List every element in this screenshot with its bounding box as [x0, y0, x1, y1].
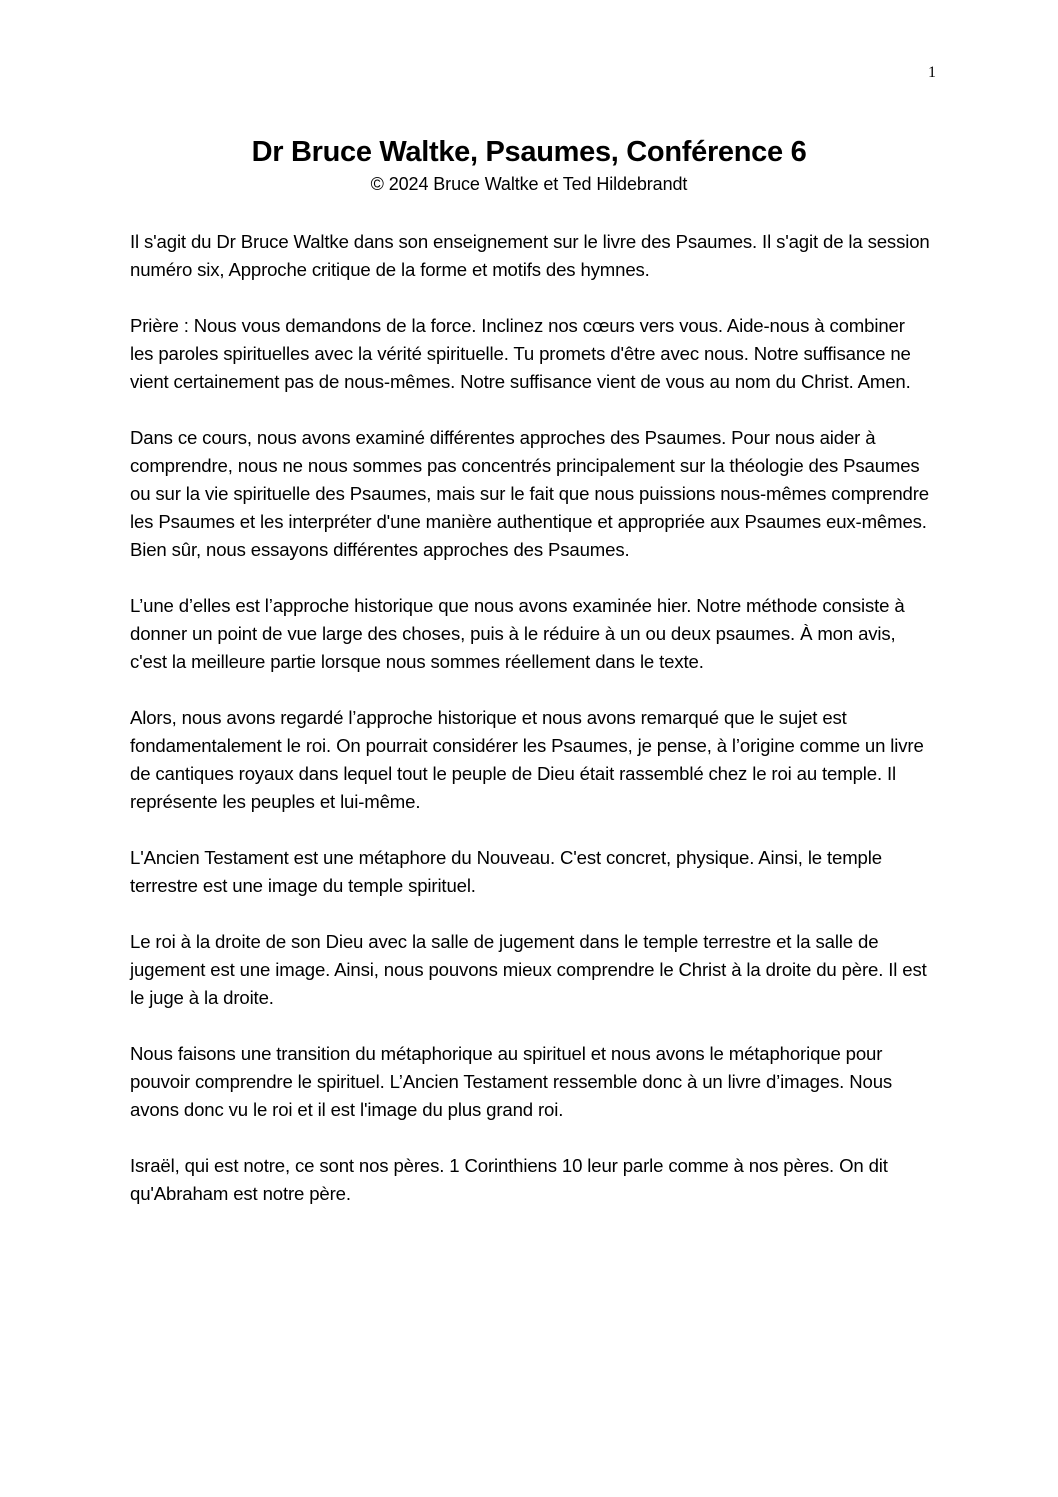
page-number: 1	[928, 64, 936, 81]
document-title: Dr Bruce Waltke, Psaumes, Conférence 6	[251, 136, 807, 168]
paragraph-approaches: Dans ce cours, nous avons examiné différentes approches des Psaumes. Pour nous aider à comprendre, nous ne nous sommes pas concentrés principalement sur la théologie des Psaumes ou sur la vie spirituelle des Psaumes, mais sur le fait que nous puissions nous-mêmes comprendre les Psaumes et les interpréter d'une manière authentique et appropriée aux Psaumes eux-mêmes. Bien sûr, nous essayons différentes approches des Psaumes.	[130, 427, 929, 560]
paragraph-historical-approach: L’une d’elles est l’approche historique que nous avons examinée hier. Notre méthode consiste à donner un point de vue large des choses, puis à le réduire à un ou deux psaumes. À mon avis, c'est la meilleure partie lorsque nous sommes réellement dans le texte.	[130, 595, 905, 672]
paragraph-prayer: Prière : Nous vous demandons de la force. Inclinez nos cœurs vers vous. Aide-nous à combiner les paroles spirituelles avec la vérité spirituelle. Tu promets d'être avec nous. Notre suffisance ne vient certainement pas de nous-mêmes. Notre suffisance vient de vous au nom du Christ. Amen.	[130, 315, 911, 392]
paragraph-king-subject: Alors, nous avons regardé l’approche historique et nous avons remarqué que le sujet est fondamentalement le roi. On pourrait considérer les Psaumes, je pense, à l’origine comme un livre de cantiques royaux dans lequel tout le peuple de Dieu était rassemblé chez le roi au temple. Il représente les peuples et lui-même.	[130, 707, 924, 812]
paragraph-old-testament-metaphor: L'Ancien Testament est une métaphore du Nouveau. C'est concret, physique. Ainsi, le temple terrestre est une image du temple spirituel.	[130, 847, 882, 896]
document-body	[130, 228, 930, 1236]
paragraph-israel-fathers: Israël, qui est notre, ce sont nos pères. 1 Corinthiens 10 leur parle comme à nos pères. On dit qu'Abraham est notre père.	[130, 1155, 888, 1204]
copyright-line: © 2024 Bruce Waltke et Ted Hildebrandt	[370, 174, 688, 194]
paragraph-king-right-hand: Le roi à la droite de son Dieu avec la salle de jugement dans le temple terrestre et la salle de jugement est une image. Ainsi, nous pouvons mieux comprendre le Christ à la droite du père. Il est le juge à la droite.	[130, 931, 927, 1008]
paragraph-intro: Il s'agit du Dr Bruce Waltke dans son enseignement sur le livre des Psaumes. Il s'agit de la session numéro six, Approche critique de la forme et motifs des hymnes.	[130, 231, 930, 280]
paragraph-transition: Nous faisons une transition du métaphorique au spirituel et nous avons le métaphorique pour pouvoir comprendre le spirituel. L’Ancien Testament ressemble donc à un livre d’images. Nous avons donc vu le roi et il est l'image du plus grand roi.	[130, 1043, 893, 1120]
document-header	[0, 134, 1058, 196]
